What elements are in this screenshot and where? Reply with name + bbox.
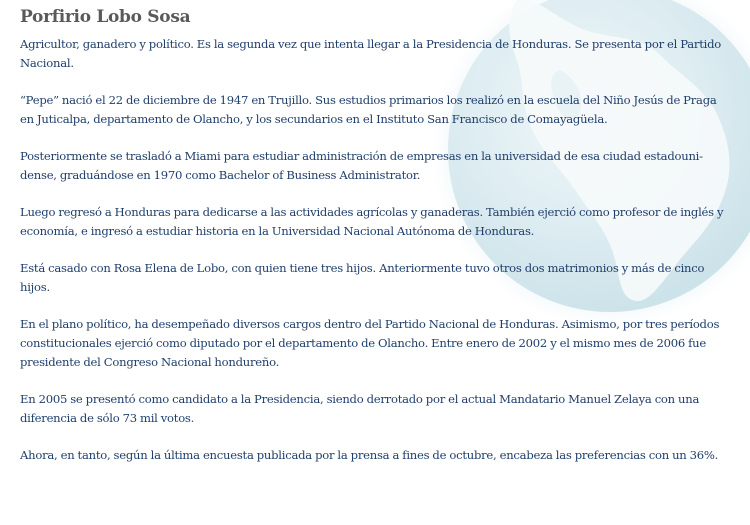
article-paragraph: Agricultor, ganadero y político. Es la segunda vez que intenta llegar a la Presidencia de Honduras. Se presenta por el Partido Nacional. xyxy=(20,37,721,70)
article-body xyxy=(20,35,728,465)
article-paragraph: “Pepe” nació el 22 de diciembre de 1947 en Trujillo. Sus estudios primarios los realizó en la escuela del Niño Jesús de Praga en Juticalpa, departamento de Olancho, y los secundarios en el Instituto San Francisco de Comayagüela. xyxy=(20,93,717,126)
article-paragraph: En 2005 se presentó como candidato a la Presidencia, siendo derrotado por el actual Mandatario Manuel Zelaya con una diferencia de sólo 73 mil votos. xyxy=(20,392,700,425)
article-paragraph: En el plano político, ha desempeñado diversos cargos dentro del Partido Nacional de Honduras. Asimismo, por tres períodos constitucionales ejerció como diputado por el departamento de Olancho. Entre enero de 2002 y el mismo mes de 2006 fue presidente del Congreso Nacional hondureño. xyxy=(20,317,720,369)
article-paragraph: Posteriormente se trasladó a Miami para estudiar administración de empresas en la universidad de esa ciudad estadounidense, graduándose en 1970 como Bachelor of Business Administrator. xyxy=(20,149,704,182)
article-paragraph: Ahora, en tanto, según la última encuesta publicada por la prensa a fines de octubre, encabeza las preferencias con un 36%. xyxy=(20,448,719,462)
article-paragraph: Luego regresó a Honduras para dedicarse a las actividades agrícolas y ganaderas. También ejerció como profesor de inglés y economía, e ingresó a estudiar historia en la Universidad Nacional Autónoma de Honduras. xyxy=(20,205,724,238)
article-title: Porfirio Lobo Sosa xyxy=(20,7,191,27)
article xyxy=(20,6,728,465)
article-paragraph: Está casado con Rosa Elena de Lobo, con quien tiene tres hijos. Anteriormente tuvo otros dos matrimonios y más de cinco hijos. xyxy=(20,261,705,294)
